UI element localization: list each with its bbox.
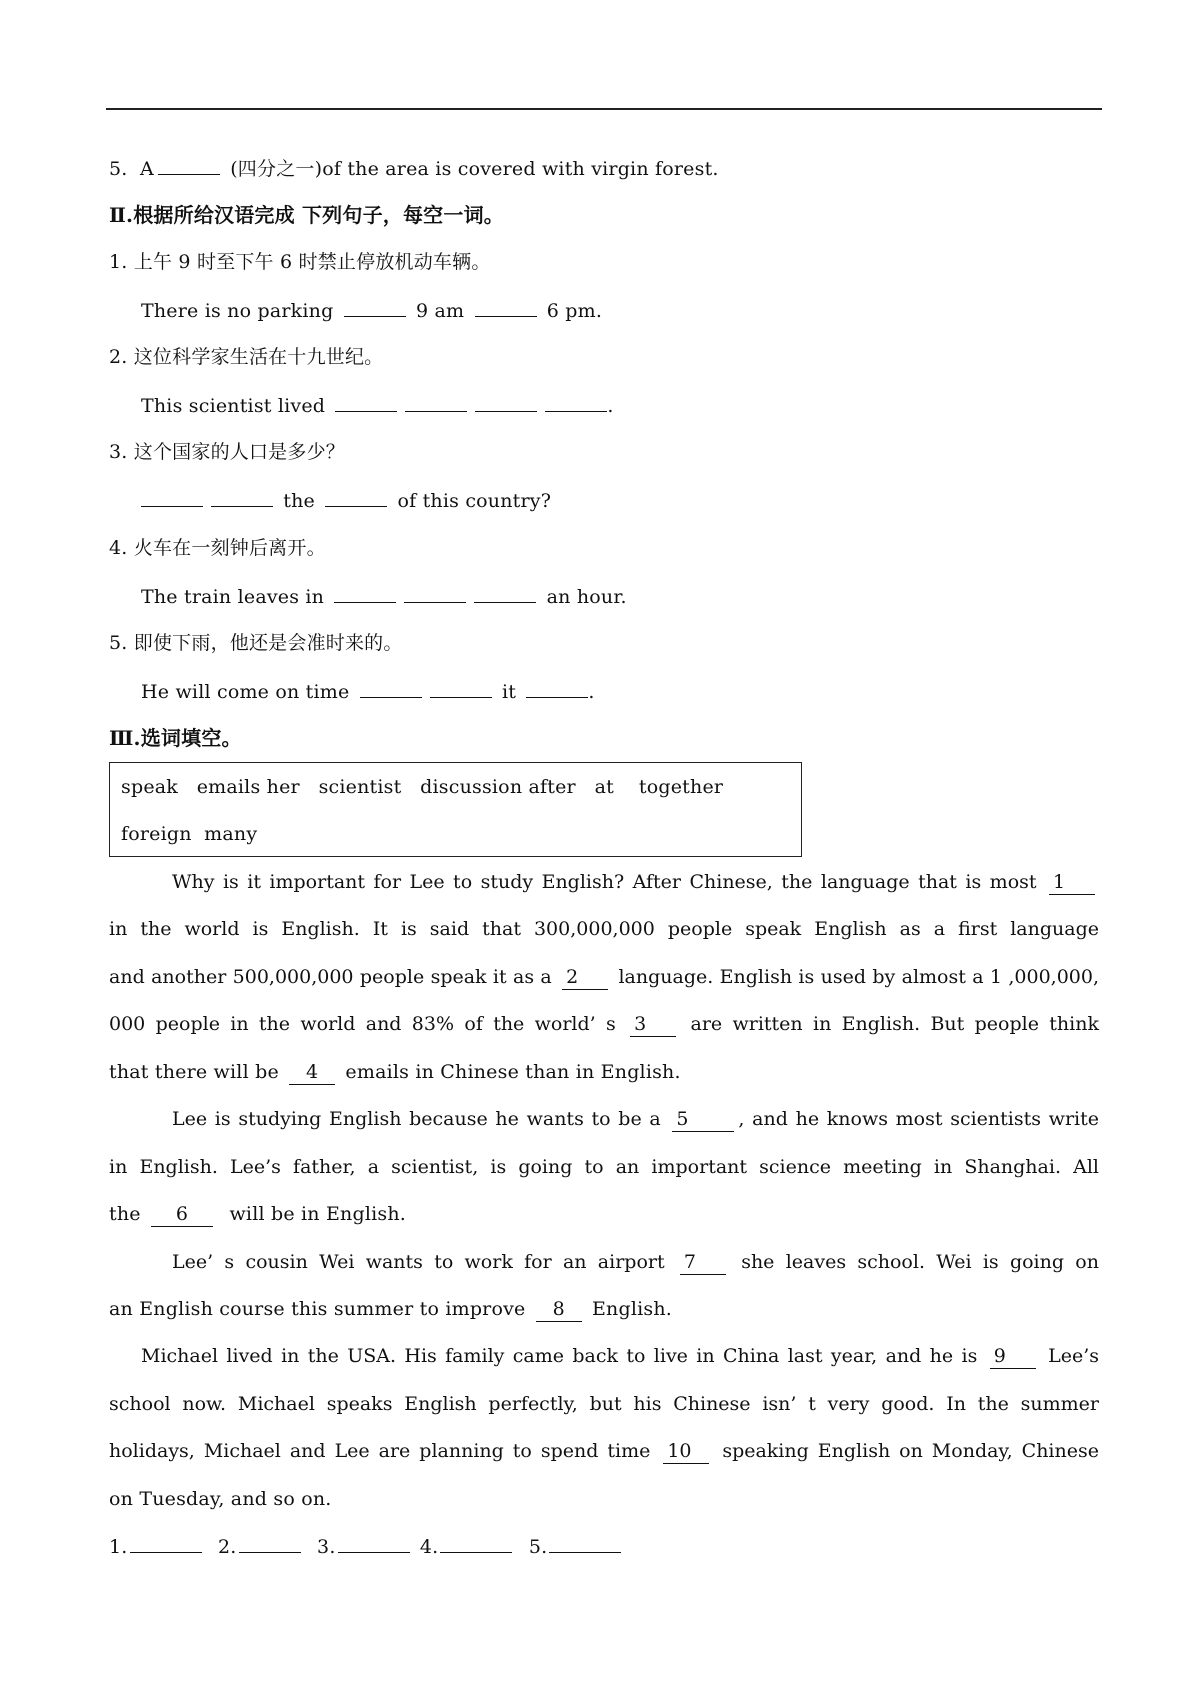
question-number: 5. xyxy=(109,632,128,654)
sentence-text: the xyxy=(283,490,315,512)
sentence-text: of this country? xyxy=(397,490,552,512)
sentence-text: . xyxy=(588,681,595,703)
passage-line xyxy=(172,1250,1099,1275)
chinese-prompt: 上午 9 时至下午 6 时禁止停放机动车辆。 xyxy=(133,251,491,273)
word-bank-word: at xyxy=(594,776,614,798)
word-bank-word: many xyxy=(204,823,258,845)
passage-text: English. xyxy=(591,1298,673,1320)
answer-blank[interactable] xyxy=(549,1534,621,1553)
numbered-blank[interactable]: 9 xyxy=(990,1344,1036,1369)
answer-blank[interactable] xyxy=(141,488,203,507)
numbered-blank[interactable]: 2 xyxy=(562,965,608,990)
word-bank-row-1 xyxy=(121,775,723,799)
sentence-text: He will come on time xyxy=(141,681,350,703)
question-number: 3. xyxy=(109,441,128,463)
word-bank-word: emails xyxy=(196,776,261,798)
answer-line xyxy=(109,1534,625,1559)
answer-blank[interactable] xyxy=(325,488,387,507)
answer-blank[interactable] xyxy=(211,488,273,507)
passage-line xyxy=(109,965,1099,990)
chinese-prompt: 这个国家的人口是多少？ xyxy=(133,441,345,463)
question-text: (四分之一)of the area is covered with virgin forest. xyxy=(230,158,719,180)
passage-line xyxy=(109,1012,1099,1037)
passage-text: and another 500,000,000 people speak it as a xyxy=(109,966,552,988)
answer-blank[interactable] xyxy=(158,156,220,175)
numbered-blank[interactable]: 10 xyxy=(663,1439,709,1464)
answer-blank[interactable] xyxy=(475,393,537,412)
word-bank-word: scientist xyxy=(318,776,402,798)
sentence-text: . xyxy=(607,395,614,417)
chinese-prompt: 火车在一刻钟后离开。 xyxy=(133,537,326,559)
passage-text: Why is it important for Lee to study English? After Chinese, the language that is most xyxy=(172,871,1037,893)
passage-text: speaking English on Monday, Chinese xyxy=(722,1440,1099,1462)
passage-line xyxy=(172,1107,1099,1132)
word-bank-word: foreign xyxy=(121,823,192,845)
passage-text: emails in Chinese than in English. xyxy=(345,1061,681,1083)
question-text: A xyxy=(140,158,154,180)
passage-line xyxy=(109,1439,1099,1464)
top-rule xyxy=(106,108,1102,110)
question-number: 4. xyxy=(109,537,128,559)
chinese-prompt: 这位科学家生活在十九世纪。 xyxy=(133,346,384,368)
part2-q3-english xyxy=(141,488,551,513)
answer-blank[interactable] xyxy=(526,679,588,698)
part2-q2-chinese xyxy=(109,345,383,369)
answer-blank[interactable] xyxy=(335,393,397,412)
part2-q5-chinese xyxy=(109,631,403,655)
part1-question-5 xyxy=(109,156,719,181)
answer-blank[interactable] xyxy=(338,1534,410,1553)
chinese-prompt: 即使下雨，他还是会准时来的。 xyxy=(133,632,403,654)
passage-text: will be in English. xyxy=(229,1203,407,1225)
passage-text: holidays, Michael and Lee are planning to spend time xyxy=(109,1440,651,1462)
word-bank-word: discussion xyxy=(420,776,523,798)
answer-blank[interactable] xyxy=(405,393,467,412)
answer-number: 4. xyxy=(419,1536,439,1558)
numbered-blank[interactable]: 5 xyxy=(672,1107,734,1132)
answer-blank[interactable] xyxy=(474,584,536,603)
answer-number: 3. xyxy=(317,1536,336,1558)
question-number: 2. xyxy=(109,346,128,368)
passage-line xyxy=(172,870,1099,895)
numbered-blank[interactable]: 4 xyxy=(289,1060,335,1085)
passage-line: in the world is English. It is said that 300,000,000 people speak English as a first language xyxy=(109,918,1099,940)
passage-line xyxy=(109,1297,672,1322)
part2-q1-english xyxy=(141,298,602,323)
part2-q1-chinese xyxy=(109,250,491,274)
numbered-blank[interactable]: 3 xyxy=(630,1012,676,1037)
answer-number: 1. xyxy=(109,1536,128,1558)
part2-q4-chinese xyxy=(109,536,326,560)
part2-q5-english xyxy=(141,679,595,704)
passage-line: school now. Michael speaks English perfectly, but his Chinese isn’ t very good. In the summer xyxy=(109,1393,1099,1415)
passage-text: that there will be xyxy=(109,1061,279,1083)
answer-blank[interactable] xyxy=(344,298,406,317)
word-bank-word: after xyxy=(528,776,576,798)
word-bank-word: together xyxy=(638,776,724,798)
passage-line xyxy=(109,1060,681,1085)
answer-blank[interactable] xyxy=(360,679,422,698)
sentence-text: it xyxy=(501,681,517,703)
passage-line: in English. Lee’s father, a scientist, is going to an important science meeting in Shanghai. All xyxy=(109,1156,1099,1178)
passage-line: on Tuesday, and so on. xyxy=(109,1488,332,1510)
sentence-text: 9 am xyxy=(415,300,465,322)
numbered-blank[interactable]: 1 xyxy=(1049,870,1095,895)
passage-text: an English course this summer to improve xyxy=(109,1298,526,1320)
numbered-blank[interactable]: 7 xyxy=(680,1250,726,1275)
passage-text: Lee is studying English because he wants to be a xyxy=(172,1108,661,1130)
answer-blank[interactable] xyxy=(440,1534,512,1553)
answer-blank[interactable] xyxy=(475,298,537,317)
answer-blank[interactable] xyxy=(404,584,466,603)
passage-text: the xyxy=(109,1203,141,1225)
part2-q3-chinese xyxy=(109,440,345,464)
passage-line xyxy=(109,1202,406,1227)
answer-number: 2. xyxy=(218,1536,237,1558)
answer-blank[interactable] xyxy=(430,679,492,698)
passage-text: Lee’ s cousin Wei wants to work for an airport xyxy=(172,1251,665,1273)
section-heading-3: Ⅲ.选词填空。 xyxy=(109,726,242,750)
answer-number: 5. xyxy=(528,1536,548,1558)
passage-text: Michael lived in the USA. His family came back to live in China last year, and he is xyxy=(141,1345,978,1367)
section-heading-2: Ⅱ.根据所给汉语完成 下列句子，每空一词。 xyxy=(109,203,504,227)
passage-text: language. English is used by almost a 1 ,000,000, xyxy=(618,966,1099,988)
word-bank-word: her xyxy=(266,776,300,798)
part2-q2-english xyxy=(141,393,614,418)
passage-line xyxy=(141,1344,1099,1369)
passage-text: , and he knows most scientists write xyxy=(738,1108,1099,1130)
passage-text: are written in English. But people think xyxy=(690,1013,1099,1035)
numbered-blank[interactable]: 6 xyxy=(151,1202,213,1227)
answer-blank[interactable] xyxy=(239,1534,301,1553)
sentence-text: 6 pm. xyxy=(546,300,603,322)
word-bank-word: speak xyxy=(121,776,178,798)
passage-text: Lee’s xyxy=(1048,1345,1099,1367)
sentence-text: This scientist lived xyxy=(141,395,326,417)
sentence-text: The train leaves in xyxy=(141,586,325,608)
answer-blank[interactable] xyxy=(130,1534,202,1553)
passage-text: she leaves school. Wei is going on xyxy=(741,1251,1099,1273)
passage-text: 000 people in the world and 83% of the world’ s xyxy=(109,1013,616,1035)
question-number: 5. xyxy=(109,158,128,180)
part2-q4-english xyxy=(141,584,627,609)
question-number: 1. xyxy=(109,251,128,273)
answer-blank[interactable] xyxy=(545,393,607,412)
numbered-blank[interactable]: 8 xyxy=(536,1297,582,1322)
word-bank-row-2 xyxy=(121,822,257,846)
answer-blank[interactable] xyxy=(334,584,396,603)
sentence-text: an hour. xyxy=(546,586,627,608)
sentence-text: There is no parking xyxy=(141,300,334,322)
